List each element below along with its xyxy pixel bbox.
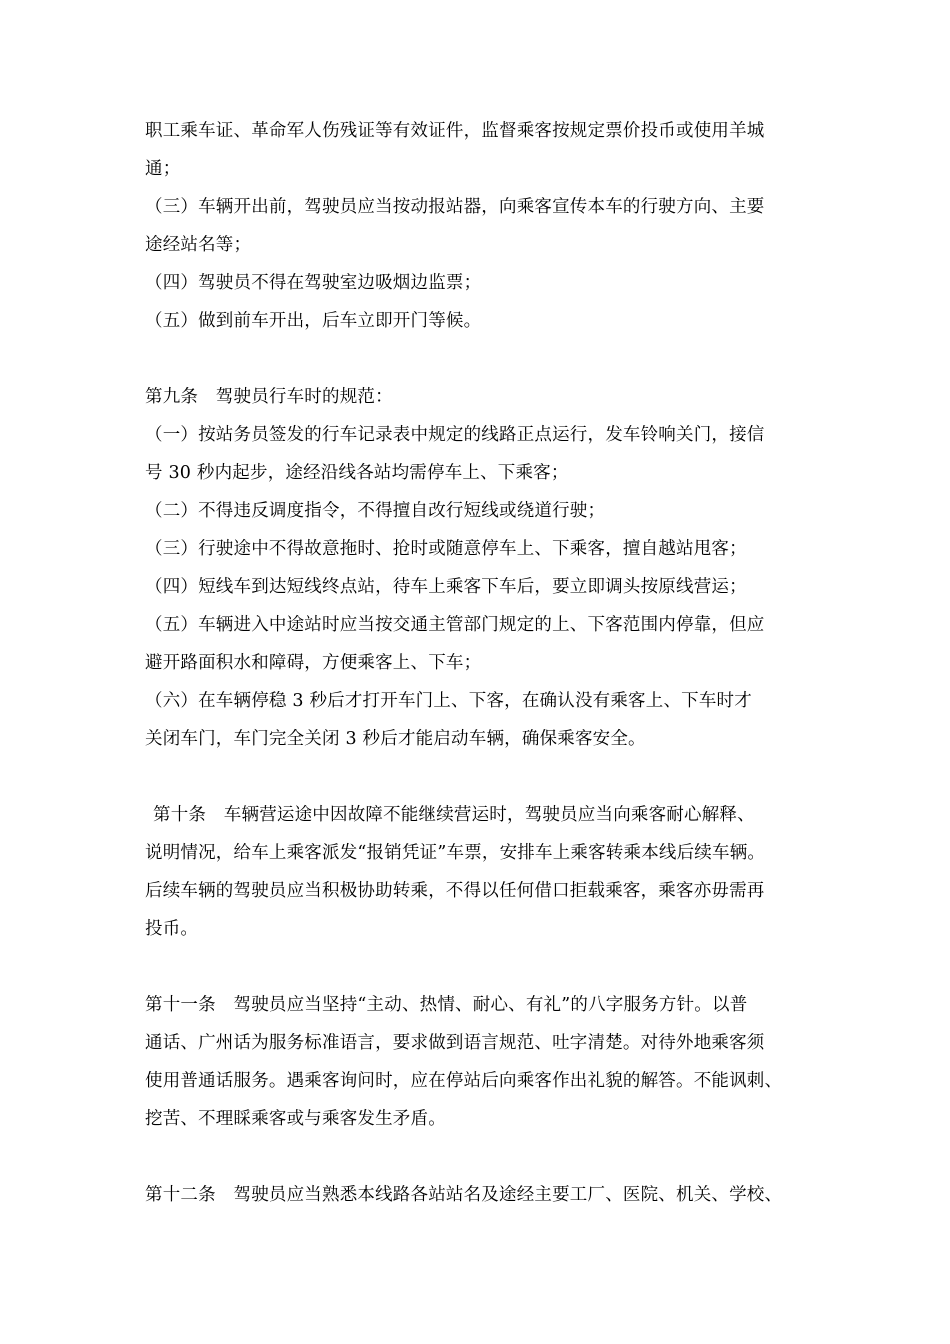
article-heading-9: 第九条 驾驶员行车时的规范：	[145, 387, 393, 407]
text-line: （三）行驶途中不得故意拖时、抢时或随意停车上、下乘客，擅自越站甩客；	[145, 539, 747, 559]
text-line: 挖苦、不理睬乘客或与乘客发生矛盾。	[145, 1109, 446, 1129]
text-line: （二）不得违反调度指令，不得擅自改行短线或绕道行驶；	[145, 501, 606, 521]
text-line: （四）驾驶员不得在驾驶室边吸烟边监票；	[145, 273, 482, 293]
text-line: 说明情况，给车上乘客派发“报销凭证”车票，安排车上乘客转乘本线后续车辆。	[145, 843, 766, 863]
text-line: （三）车辆开出前，驾驶员应当按动报站器，向乘客宣传本车的行驶方向、主要	[145, 197, 765, 217]
text-line: （五）做到前车开出，后车立即开门等候。	[145, 311, 482, 331]
text-line: 使用普通话服务。遇乘客询问时，应在停站后向乘客作出礼貌的解答。不能讽刺、	[145, 1071, 783, 1091]
text-line: （五）车辆进入中途站时应当按交通主管部门规定的上、下客范围内停靠，但应	[145, 615, 765, 635]
text-line: 关闭车门，车门完全关闭 3 秒后才能启动车辆，确保乘客安全。	[145, 729, 646, 749]
text-line: 避开路面积水和障碍，方便乘客上、下车；	[145, 653, 482, 673]
article-heading-12: 第十二条 驾驶员应当熟悉本线路各站站名及途经主要工厂、医院、机关、学校、	[145, 1185, 783, 1205]
text-line: （四）短线车到达短线终点站，待车上乘客下车后，要立即调头按原线营运；	[145, 577, 747, 597]
text-line: 号 30 秒内起步，途经沿线各站均需停车上、下乘客；	[145, 463, 569, 483]
text-line: 后续车辆的驾驶员应当积极协助转乘，不得以任何借口拒载乘客，乘客亦毋需再	[145, 881, 765, 901]
article-heading-11: 第十一条 驾驶员应当坚持“主动、热情、耐心、有礼”的八字服务方针。以普	[145, 995, 748, 1015]
text-line: （六）在车辆停稳 3 秒后才打开车门上、下客，在确认没有乘客上、下车时才	[145, 691, 752, 711]
text-line: 职工乘车证、革命军人伤残证等有效证件，监督乘客按规定票价投币或使用羊城	[145, 121, 765, 141]
text-line: 通话、广州话为服务标准语言，要求做到语言规范、吐字清楚。对待外地乘客须	[145, 1033, 765, 1053]
article-heading-10: 第十条 车辆营运途中因故障不能继续营运时，驾驶员应当向乘客耐心解释、	[153, 805, 755, 825]
text-line: 通；	[145, 159, 181, 179]
text-line: 途经站名等；	[145, 235, 252, 255]
text-line: 投币。	[145, 919, 199, 939]
text-line: （一）按站务员签发的行车记录表中规定的线路正点运行，发车铃响关门，接信	[145, 425, 765, 445]
